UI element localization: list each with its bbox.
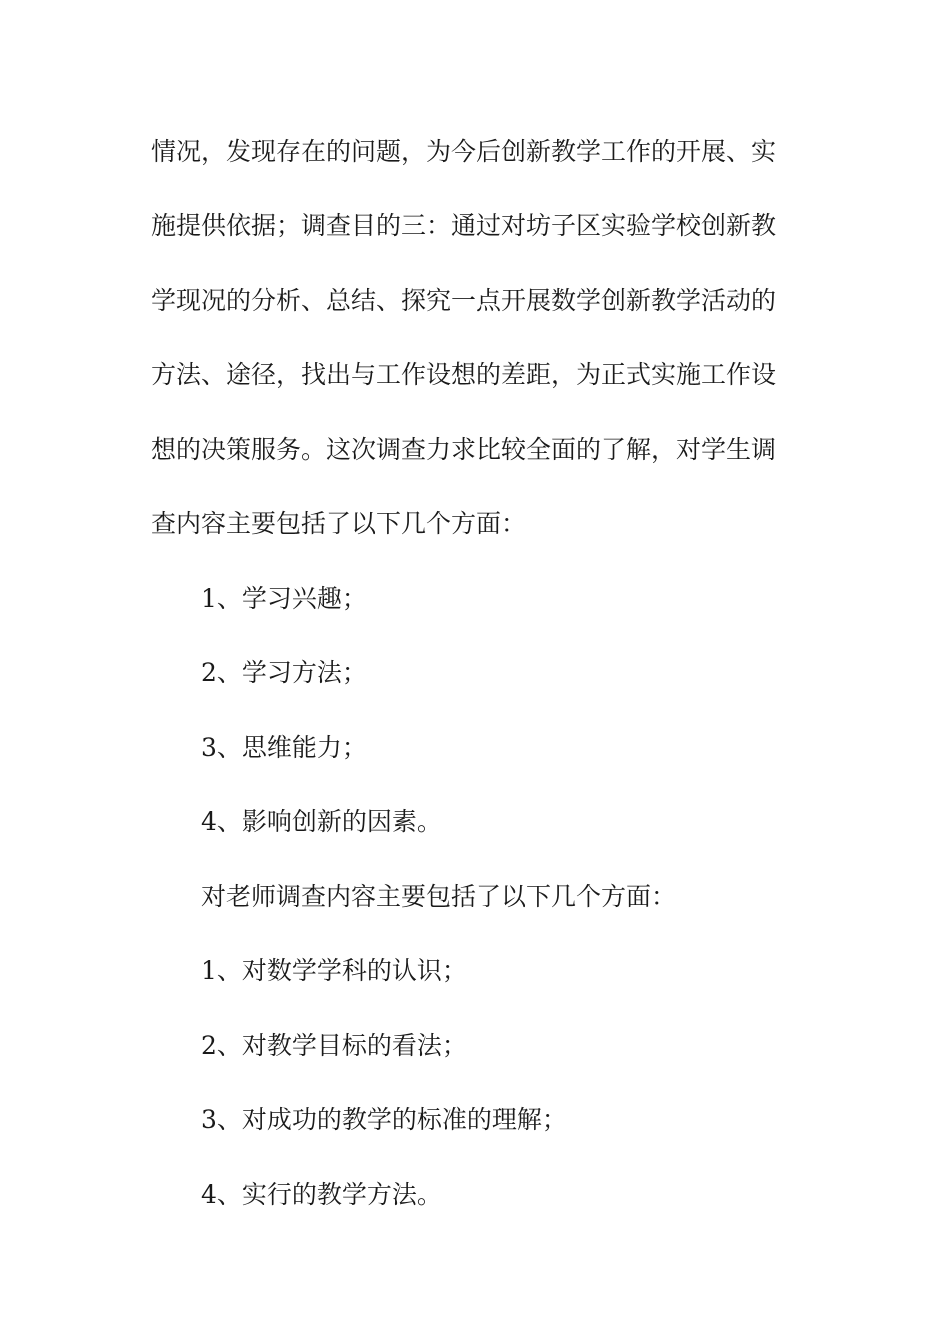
paragraph-line: 查内容主要包括了以下几个方面： xyxy=(151,509,527,538)
teacher-intro: 对老师调查内容主要包括了以下几个方面： xyxy=(201,882,677,911)
teacher-list-item: 2、对教学目标的看法； xyxy=(201,1031,467,1060)
student-list-item: 2、学习方法； xyxy=(201,658,367,687)
paragraph-line: 学现况的分析、总结、探究一点开展数学创新教学活动的 xyxy=(151,286,777,315)
paragraph-line: 施提供依据；调查目的三：通过对坊子区实验学校创新教 xyxy=(151,211,777,240)
teacher-list-item: 1、对数学学科的认识； xyxy=(201,956,467,985)
teacher-list-item: 3、对成功的教学的标准的理解； xyxy=(201,1105,567,1134)
paragraph-line: 方法、途径，找出与工作设想的差距，为正式实施工作设 xyxy=(151,360,777,389)
paragraph-line: 想的决策服务。这次调查力求比较全面的了解，对学生调 xyxy=(151,435,777,464)
paragraph-line: 情况，发现存在的问题，为今后创新教学工作的开展、实 xyxy=(151,137,777,166)
student-list-item: 3、思维能力； xyxy=(201,733,367,762)
teacher-list-item: 4、实行的教学方法。 xyxy=(201,1180,442,1209)
student-list-item: 4、影响创新的因素。 xyxy=(201,807,442,836)
student-list-item: 1、学习兴趣； xyxy=(201,584,367,613)
